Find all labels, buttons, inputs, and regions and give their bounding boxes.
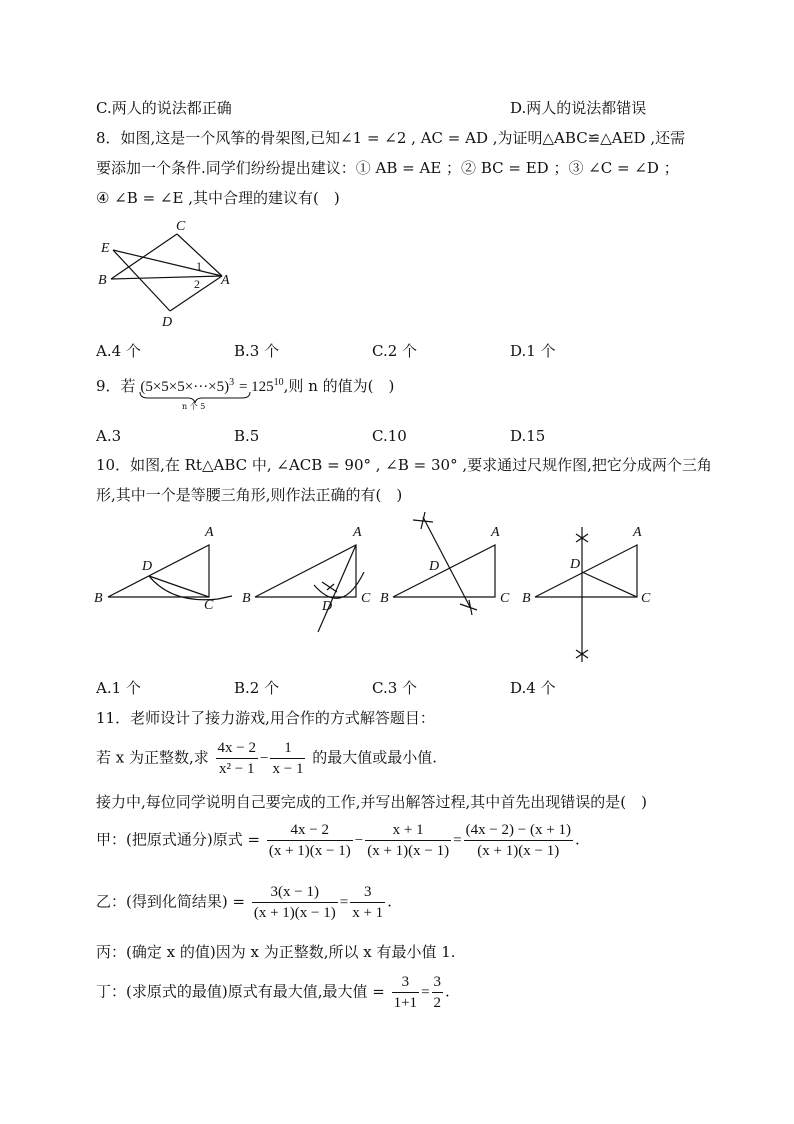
- kite-label-d: D: [162, 315, 173, 330]
- q11-yi-prefix: 乙：(得到化简结果) =: [96, 892, 246, 911]
- q9-prefix: 9．若: [96, 377, 136, 395]
- q9-expr: (5×5×5×···×5): [140, 379, 230, 395]
- q11-line-3: 接力中,每位同学说明自己要完成的工作,并写出解答过程,其中首先出现错误的是( ): [96, 793, 648, 811]
- q11-frac1-num: 4x − 2: [216, 738, 258, 759]
- q10-option-d: D.4 个: [510, 679, 556, 697]
- fig3-label-d: D: [429, 559, 440, 574]
- q8-option-c: C.2 个: [372, 342, 418, 360]
- fig4-label-d: D: [570, 557, 581, 572]
- q10-line-1: 10．如图,在 Rt△ABC 中, ∠ACB = 90° , ∠B = 30° ,要求通过尺规作图,把它分成两个三角: [96, 456, 712, 474]
- fig1-label-d: D: [142, 559, 153, 574]
- fig4-label-b: B: [522, 591, 531, 606]
- q10-option-c: C.3 个: [372, 679, 418, 697]
- q10-figures: [92, 512, 662, 667]
- q11-jia-f2-den: (x + 1)(x − 1): [367, 843, 450, 859]
- q9-exp2: 10: [273, 377, 284, 388]
- q11-jia-frac-3: [464, 820, 573, 861]
- q10-option-a: A.1 个: [96, 679, 141, 697]
- q9-option-c: C.10: [372, 427, 407, 445]
- q11-jia-f3-den: (x + 1)(x − 1): [477, 843, 560, 859]
- q8-line-3: ④ ∠B = ∠E ,其中合理的建议有( ): [96, 189, 340, 207]
- q8-line-2: 要添加一个条件.同学们纷纷提出建议：① AB = AE ；② BC = ED ；③ ∠C = ∠D ；: [96, 159, 679, 177]
- fig3-label-a: A: [491, 525, 500, 540]
- q9-option-d: D.15: [510, 427, 546, 445]
- q7-option-d: D.两人的说法都错误: [510, 99, 647, 117]
- fig3-label-c: C: [500, 591, 510, 606]
- q11-jia-prefix: 甲：(把原式通分)原式 =: [96, 830, 261, 849]
- q8-option-b: B.3 个: [234, 342, 280, 360]
- q11-line-2: 若 x 为正整数,求 $\frac{4x - 2}{\text{x² − 1}}$ − $\frac{1}{x - 1}$ 的最大值或最小值.: [96, 740, 438, 777]
- fig2-label-b: B: [242, 591, 251, 606]
- fig2-label-c: C: [361, 591, 371, 606]
- q9-exp: 3: [229, 377, 235, 388]
- q11-ding-f1-num: 3: [392, 972, 419, 993]
- q11-frac-2: [270, 738, 305, 779]
- q11-ding-f1-den: 1+1: [393, 995, 418, 1011]
- fig1-label-b: B: [94, 591, 103, 606]
- q8-option-a: A.4 个: [96, 342, 141, 360]
- q9-option-a: A.3: [96, 427, 122, 445]
- q11-line2-suffix: 的最大值或最小值.: [312, 748, 438, 767]
- q11-jia-frac-2: [365, 820, 451, 861]
- fig4-label-a: A: [633, 525, 642, 540]
- fig1-label-a: A: [205, 525, 214, 540]
- fig2-label-d: D: [322, 599, 333, 614]
- q9-option-b: B.5: [234, 427, 260, 445]
- kite-figure: [96, 214, 246, 329]
- q11-frac1-den: x² − 1: [219, 761, 255, 777]
- kite-label-e: E: [101, 241, 110, 256]
- q11-jia-frac-1: [267, 820, 353, 861]
- q11-ding-frac-1: [392, 972, 419, 1013]
- q11-ding-f2-den: 2: [433, 995, 442, 1011]
- q11-ding-f2-num: 3: [432, 972, 444, 993]
- fig4-label-c: C: [641, 591, 651, 606]
- q11-jia-f1-num: 4x − 2: [267, 820, 353, 841]
- q11-line-1: 11．老师设计了接力游戏,用合作的方式解答题目：: [96, 709, 435, 727]
- kite-label-b: B: [98, 273, 107, 288]
- q11-jia-f2-num: x + 1: [365, 820, 451, 841]
- q8-line-1: 8．如图,这是一个风筝的骨架图,已知∠1 = ∠2 , AC = AD ,为证明△ABC≌△AED ,还需: [96, 129, 686, 147]
- q11-jia-f1-den: (x + 1)(x − 1): [268, 843, 351, 859]
- q11-yi-f2-den: x + 1: [352, 905, 384, 921]
- q9-equals: = 125: [238, 379, 274, 395]
- fig2-label-a: A: [353, 525, 362, 540]
- fig1-label-c: C: [204, 598, 214, 613]
- q11-frac-1: [216, 738, 258, 779]
- q11-jia: 甲：(把原式通分)原式 = $\frac{4x - 2}{(x + 1)(x - 1)}$ − $\frac{x + 1}{(x + 1)(x - 1)}$ = $\frac{(4x - 2) - (x + 1)}{(x + 1)(x - 1)}$ .: [96, 822, 580, 859]
- q7-option-c: C.两人的说法都正确: [96, 99, 232, 117]
- q11-yi-f1-num: 3(x − 1): [252, 882, 338, 903]
- kite-label-c: C: [176, 219, 186, 234]
- q11-frac2-den: x − 1: [272, 761, 304, 777]
- q11-ding: 丁：(求原式的最值)原式有最大值,最大值 = $\frac{3}{1+1}$ = $\frac{3}{2}$ .: [96, 974, 450, 1011]
- kite-label-2: 2: [194, 277, 200, 291]
- q11-bing: 丙：(确定 x 的值)因为 x 为正整数,所以 x 有最小值 1.: [96, 943, 456, 961]
- q11-ding-frac-2: [432, 972, 444, 1013]
- kite-label-a: A: [221, 273, 230, 288]
- q11-jia-f3-num: (4x − 2) − (x + 1): [464, 820, 573, 841]
- q10-line-2: 形,其中一个是等腰三角形,则作法正确的有( ): [96, 486, 403, 504]
- kite-label-1: 1: [196, 259, 202, 273]
- fig3-label-b: B: [380, 591, 389, 606]
- q11-frac2-num: 1: [270, 738, 305, 759]
- q8-option-d: D.1 个: [510, 342, 556, 360]
- q11-yi: 乙：(得到化简结果) = $\frac{3(x - 1)}{(x + 1)(x - 1)}$ = $\frac{3}{x + 1}$ .: [96, 884, 392, 921]
- q10-option-b: B.2 个: [234, 679, 280, 697]
- q11-yi-frac-2: [350, 882, 385, 923]
- q11-yi-f1-den: (x + 1)(x − 1): [253, 905, 336, 921]
- q9-brace-label: n 个 5: [182, 402, 206, 411]
- q9-suffix: ,则 n 的值为( ): [283, 377, 395, 395]
- q11-yi-frac-1: [252, 882, 338, 923]
- q11-ding-prefix: 丁：(求原式的最值)原式有最大值,最大值 =: [96, 982, 385, 1001]
- q11-yi-f2-num: 3: [350, 882, 385, 903]
- q11-line2-prefix: 若 x 为正整数,求: [96, 748, 209, 767]
